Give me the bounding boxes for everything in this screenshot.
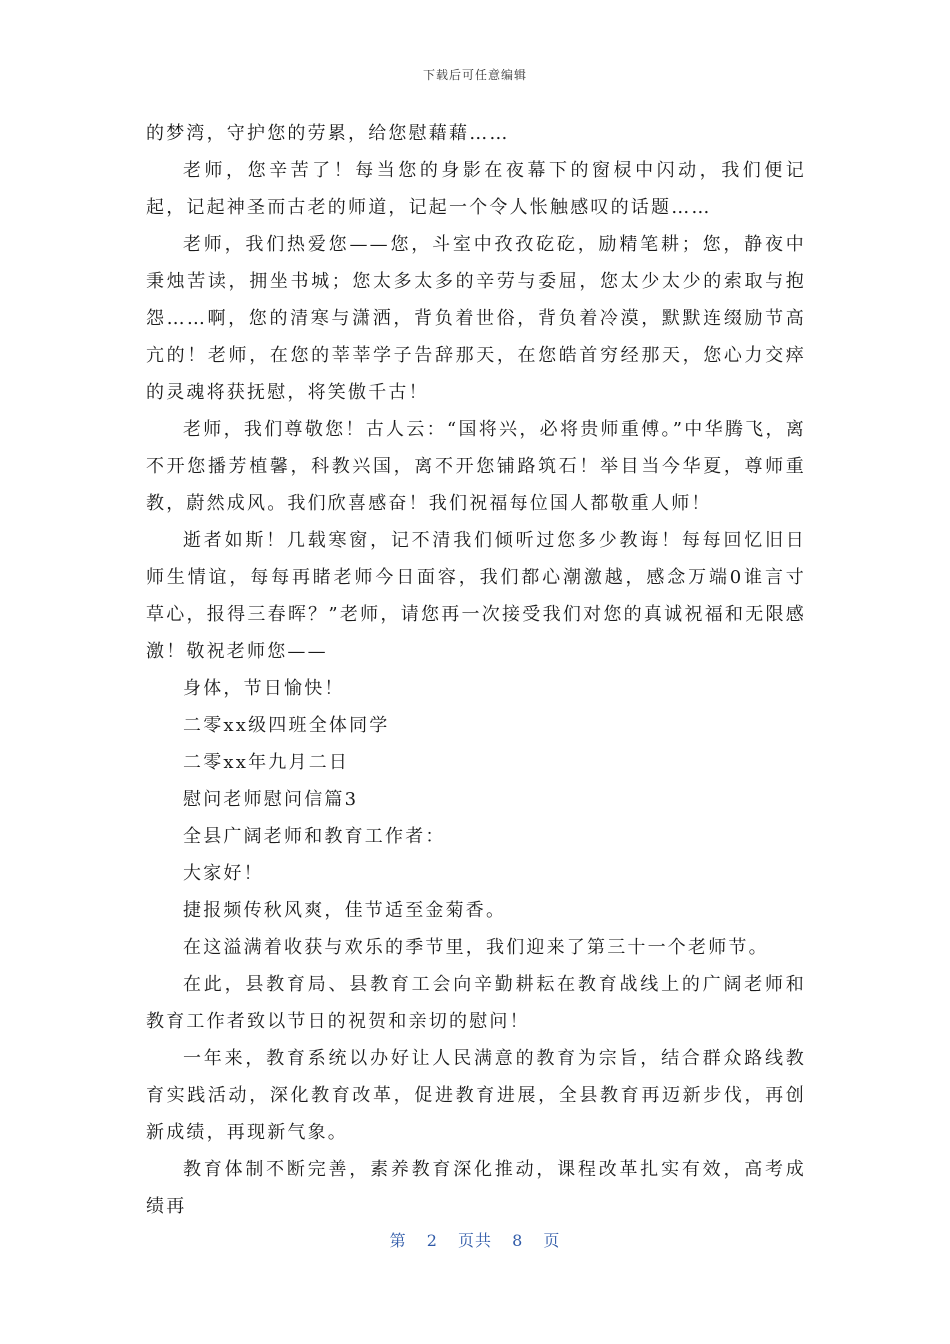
paragraph: 在这溢满着收获与欢乐的季节里，我们迎来了第三十一个老师节。 bbox=[183, 937, 769, 958]
section-title: 慰问老师慰问信篇3 bbox=[183, 789, 359, 810]
page-number-footer: 第 2 页共 8 页 bbox=[389, 1231, 561, 1250]
paragraph: 的梦湾，守护您的劳累，给您慰藉藉…… bbox=[146, 123, 510, 144]
paragraph: 教育体制不断完善，素养教育深化推动，课程改革扎实有效，高考成绩再 bbox=[146, 1159, 806, 1217]
document-body bbox=[146, 115, 806, 1225]
paragraph: 老师，我们热爱您——您，斗室中孜孜矻矻，励精笔耕；您，静夜中秉烛苦读，拥坐书城；您太多太多的辛劳与委屈，您太少太少的索取与抱怨……啊，您的清寒与潇洒，背负着世俗，背负着冷漠，默默连缀励节高亢的！老师，在您的莘莘学子告辞那天，在您皓首穷经那天，您心力交瘁的灵魂将获抚慰，将笑傲千古！ bbox=[146, 234, 806, 403]
page-header-note: 下载后可任意编辑 bbox=[422, 68, 527, 82]
paragraph: 老师，您辛苦了！每当您的身影在夜幕下的窗棂中闪动，我们便记起，记起神圣而古老的师道，记起一个令人怅触感叹的话题…… bbox=[146, 160, 806, 218]
date-line: 二零xx年九月二日 bbox=[183, 752, 350, 773]
paragraph: 老师，我们尊敬您！古人云：“国将兴，必将贵师重傅。”中华腾飞，离不开您播芳植馨，科教兴国，离不开您铺路筑石！举目当今华夏，尊师重教，蔚然成风。我们欣喜感奋！我们祝福每位国人都敬重人师！ bbox=[146, 419, 806, 514]
signature-line: 二零xx级四班全体同学 bbox=[183, 715, 390, 736]
paragraph: 捷报频传秋风爽，佳节适至金菊香。 bbox=[183, 900, 507, 921]
salutation: 全县广阔老师和教育工作者： bbox=[183, 826, 446, 847]
paragraph: 身体，节日愉快！ bbox=[183, 678, 345, 699]
paragraph: 一年来，教育系统以办好让人民满意的教育为宗旨，结合群众路线教育实践活动，深化教育改革，促进教育进展，全县教育再迈新步伐，再创新成绩，再现新气象。 bbox=[146, 1048, 806, 1143]
paragraph: 逝者如斯！几载寒窗，记不清我们倾听过您多少教诲！每每回忆旧日师生情谊，每每再睹老师今日面容，我们都心潮激越，感念万端0谁言寸草心，报得三春晖？”老师，请您再一次接受我们对您的真诚祝福和无限感激！敬祝老师您—— bbox=[146, 530, 806, 662]
paragraph: 在此，县教育局、县教育工会向辛勤耕耘在教育战线上的广阔老师和教育工作者致以节日的祝贺和亲切的慰问！ bbox=[146, 974, 806, 1032]
greeting: 大家好！ bbox=[183, 863, 264, 884]
